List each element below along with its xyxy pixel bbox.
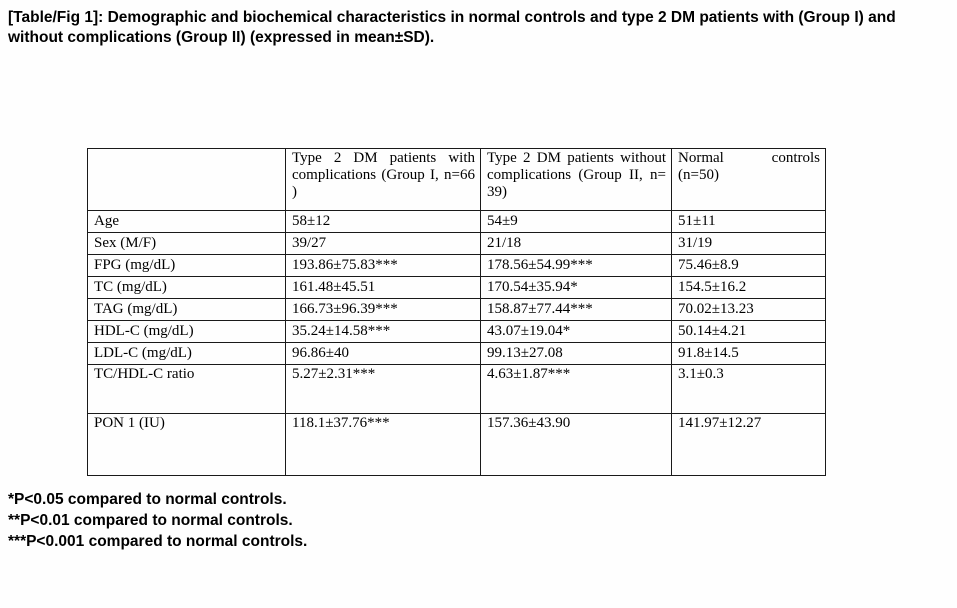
value-cell-group2: 157.36±43.90 xyxy=(481,414,672,476)
value-cell-group1: 96.86±40 xyxy=(286,343,481,365)
footnotes xyxy=(8,489,307,552)
table-header-row xyxy=(88,149,826,211)
characteristics-table xyxy=(87,148,826,476)
value-cell-group1: 118.1±37.76*** xyxy=(286,414,481,476)
column-header-controls: Normal controls (n=50) xyxy=(672,149,826,211)
table-row-hdl xyxy=(88,321,826,343)
value-cell-controls: 91.8±14.5 xyxy=(672,343,826,365)
value-cell-controls: 31/19 xyxy=(672,233,826,255)
row-label: FPG (mg/dL) xyxy=(88,255,286,277)
value-cell-controls: 141.97±12.27 xyxy=(672,414,826,476)
value-cell-group2: 43.07±19.04* xyxy=(481,321,672,343)
value-cell-group1: 58±12 xyxy=(286,211,481,233)
value-cell-controls: 50.14±4.21 xyxy=(672,321,826,343)
value-cell-group2: 54±9 xyxy=(481,211,672,233)
row-label: LDL-C (mg/dL) xyxy=(88,343,286,365)
row-label: TC (mg/dL) xyxy=(88,277,286,299)
value-cell-group2: 170.54±35.94* xyxy=(481,277,672,299)
value-cell-controls: 51±11 xyxy=(672,211,826,233)
footnote-p0001: ***P<0.001 compared to normal controls. xyxy=(8,533,308,550)
value-cell-group1: 193.86±75.83*** xyxy=(286,255,481,277)
value-cell-group1: 5.27±2.31*** xyxy=(286,365,481,414)
table-caption: [Table/Fig 1]: Demographic and biochemical characteristics in normal controls and type 2 DM patients with (Group I) and without complications (Group II) (expressed in mean±SD). xyxy=(8,9,896,47)
footnote-p001: **P<0.01 compared to normal controls. xyxy=(8,512,293,529)
value-cell-controls: 70.02±13.23 xyxy=(672,299,826,321)
row-label: TAG (mg/dL) xyxy=(88,299,286,321)
row-label: PON 1 (IU) xyxy=(88,414,286,476)
table-row-ldl xyxy=(88,343,826,365)
value-cell-controls: 3.1±0.3 xyxy=(672,365,826,414)
value-cell-group2: 4.63±1.87*** xyxy=(481,365,672,414)
value-cell-group2: 99.13±27.08 xyxy=(481,343,672,365)
table-row-fpg xyxy=(88,255,826,277)
row-label: Sex (M/F) xyxy=(88,233,286,255)
table-row-sex xyxy=(88,233,826,255)
footnote-p005: *P<0.05 compared to normal controls. xyxy=(8,491,287,508)
column-header-group2: Type 2 DM patients without complications (Group II, n= 39) xyxy=(481,149,672,211)
value-cell-group2: 21/18 xyxy=(481,233,672,255)
table-row-pon1 xyxy=(88,414,826,476)
table-row-age xyxy=(88,211,826,233)
row-label: TC/HDL-C ratio xyxy=(88,365,286,414)
value-cell-group1: 161.48±45.51 xyxy=(286,277,481,299)
table-row-tc xyxy=(88,277,826,299)
row-label: HDL-C (mg/dL) xyxy=(88,321,286,343)
column-header-empty xyxy=(88,149,286,211)
table-row-tag xyxy=(88,299,826,321)
value-cell-controls: 154.5±16.2 xyxy=(672,277,826,299)
value-cell-group2: 178.56±54.99*** xyxy=(481,255,672,277)
column-header-group1: Type 2 DM patients with complications (Group I, n=66 ) xyxy=(286,149,481,211)
value-cell-group1: 35.24±14.58*** xyxy=(286,321,481,343)
row-label: Age xyxy=(88,211,286,233)
table-row-tc-hdl-ratio xyxy=(88,365,826,414)
value-cell-group1: 166.73±96.39*** xyxy=(286,299,481,321)
value-cell-controls: 75.46±8.9 xyxy=(672,255,826,277)
value-cell-group2: 158.87±77.44*** xyxy=(481,299,672,321)
value-cell-group1: 39/27 xyxy=(286,233,481,255)
